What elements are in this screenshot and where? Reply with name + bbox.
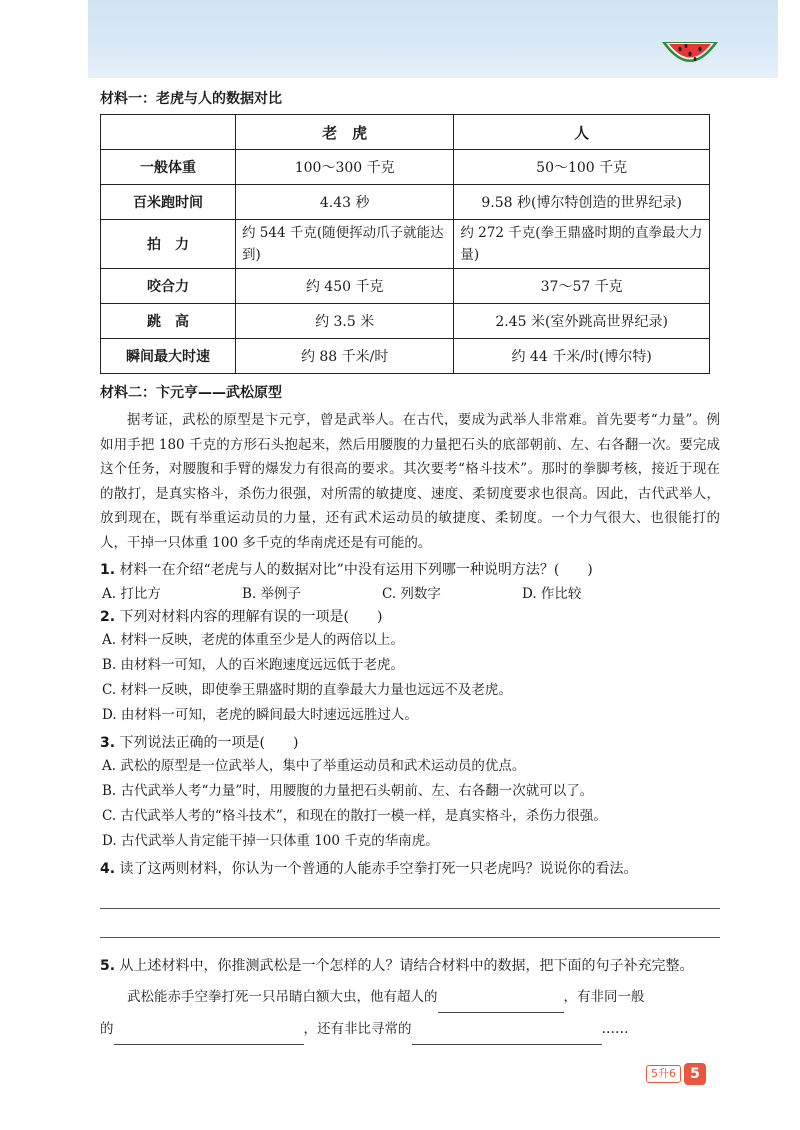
q5-blank-3[interactable] [412, 1044, 602, 1045]
human-cell: 约 272 千克(拳王鼎盛时期的直拳最大力量) [454, 220, 710, 269]
question-2 [100, 606, 720, 626]
human-cell: 约 44 千米/时(博尔特) [454, 339, 710, 374]
table-row [101, 339, 710, 374]
q3-option-a[interactable]: A. 武松的原型是一位武举人，集中了举重运动员和武术运动员的优点。 [102, 758, 526, 774]
q2-option-a[interactable]: A. 材料一反映，老虎的体重至少是人的两倍以上。 [102, 632, 404, 648]
q5-blank-2[interactable] [114, 1044, 304, 1045]
row-label: 瞬间最大时速 [101, 339, 236, 374]
q1-text: 材料一在介绍“老虎与人的数据对比”中没有运用下列哪一种说明方法？( ) [119, 562, 593, 578]
q3-number: 3. [100, 735, 116, 751]
tiger-cell: 约 3.5 米 [236, 304, 454, 339]
human-cell: 37～57 千克 [454, 269, 710, 304]
page-footer [646, 1063, 706, 1085]
row-label: 一般体重 [101, 150, 236, 185]
human-cell: 2.45 米(室外跳高世界纪录) [454, 304, 710, 339]
q5-fill-part3: 的 [100, 1021, 114, 1037]
q2-text: 下列对材料内容的理解有误的一项是( ) [119, 609, 383, 625]
tiger-cell: 约 544 千克(随便挥动爪子就能达到) [236, 220, 454, 269]
material1-title: 材料一：老虎与人的数据对比 [100, 91, 282, 107]
q5-fill-part4: ，还有非比寻常的 [303, 1021, 412, 1037]
q1-options [102, 582, 720, 602]
q5-fill-part2: ，有非同一般 [563, 989, 645, 1005]
row-label: 百米跑时间 [101, 185, 236, 220]
question-5 [100, 954, 720, 979]
q2-option-c[interactable]: C. 材料一反映，即使拳王鼎盛时期的直拳最大力量也远远不及老虎。 [102, 682, 512, 698]
question-4 [100, 858, 720, 878]
comparison-table [100, 114, 710, 374]
question-3 [100, 732, 720, 752]
table-header-row [101, 115, 710, 150]
table-header-tiger: 老 虎 [236, 115, 454, 150]
q2-option-b[interactable]: B. 由材料一可知，人的百米跑速度远远低于老虎。 [102, 657, 405, 673]
q3-text: 下列说法正确的一项是( ) [119, 735, 299, 751]
q5-fill-part1: 武松能赤手空拳打死一只吊睛白额大虫，他有超人的 [127, 989, 438, 1005]
q4-text: 读了这两则材料，你认为一个普通的人能赤手空拳打死一只老虎吗？说说你的看法。 [119, 861, 638, 877]
q5-fill-sentence [100, 981, 720, 1013]
grade-label: 5升6 [646, 1065, 681, 1083]
q5-fill-part5: …… [601, 1021, 629, 1037]
q5-fill-sentence-line2 [100, 1013, 720, 1045]
table-row [101, 269, 710, 304]
table-row [101, 304, 710, 339]
table-row [101, 150, 710, 185]
table-row [101, 185, 710, 220]
row-label: 拍 力 [101, 220, 236, 269]
tiger-cell: 100～300 千克 [236, 150, 454, 185]
tiger-cell: 约 450 千克 [236, 269, 454, 304]
worksheet [100, 84, 720, 1045]
row-label: 咬合力 [101, 269, 236, 304]
q5-number: 5. [100, 958, 116, 974]
q4-answer-line-1[interactable] [100, 880, 720, 909]
q5-text: 从上述材料中，你推测武松是一个怎样的人？请结合材料中的数据，把下面的句子补充完整。 [119, 958, 694, 974]
tiger-cell: 4.43 秒 [236, 185, 454, 220]
q2-number: 2. [100, 609, 116, 625]
q1-option-a[interactable]: A. 打比方 [102, 586, 161, 602]
watermelon-icon [660, 38, 720, 76]
material2-title: 材料二：卞元亨——武松原型 [100, 385, 282, 401]
page-number: 5 [684, 1063, 706, 1085]
question-1 [100, 559, 720, 579]
q3-option-c[interactable]: C. 古代武举人考的“格斗技术”，和现在的散打一模一样，是真实格斗，杀伤力很强。 [102, 808, 607, 824]
material2-paragraph: 据考证，武松的原型是卞元亨，曾是武举人。在古代，要成为武举人非常难。首先要考“力量”。例如用手把 180 千克的方形石头抱起来，然后用腰腹的力量把石头的底部朝前、左、右各翻一次。要完成这个任务，对腰腹和手臂的爆发力有很高的要求。其次要考“格斗技术”。那时的拳脚考核，接近于现在的散打，是真实格斗，杀伤力很强，对所需的敏捷度、速度、柔韧度要求也很高。因此，古代武举人，放到现在，既有举重运动员的力量，还有武术运动员的敏捷度、柔韧度。一个力气很大、也很能打的人，干掉一只体重 100 多千克的华南虎还是有可能的。 [100, 412, 720, 551]
table-header-blank [101, 115, 236, 150]
q1-option-b[interactable]: B. 举例子 [242, 586, 302, 602]
q1-option-c[interactable]: C. 列数字 [382, 586, 441, 602]
q3-option-d[interactable]: D. 古代武举人肯定能干掉一只体重 100 千克的华南虎。 [102, 833, 439, 849]
q1-number: 1. [100, 562, 116, 578]
q4-number: 4. [100, 861, 116, 877]
table-header-human: 人 [454, 115, 710, 150]
q1-option-d[interactable]: D. 作比较 [522, 586, 582, 602]
q4-answer-line-2[interactable] [100, 909, 720, 938]
human-cell: 9.58 秒(博尔特创造的世界纪录) [454, 185, 710, 220]
tiger-cell: 约 88 千米/时 [236, 339, 454, 374]
q2-option-d[interactable]: D. 由材料一可知，老虎的瞬间最大时速远远胜过人。 [102, 707, 418, 723]
row-label: 跳 高 [101, 304, 236, 339]
human-cell: 50～100 千克 [454, 150, 710, 185]
table-row [101, 220, 710, 269]
q3-option-b[interactable]: B. 古代武举人考“力量”时，用腰腹的力量把石头朝前、左、右各翻一次就可以了。 [102, 783, 594, 799]
